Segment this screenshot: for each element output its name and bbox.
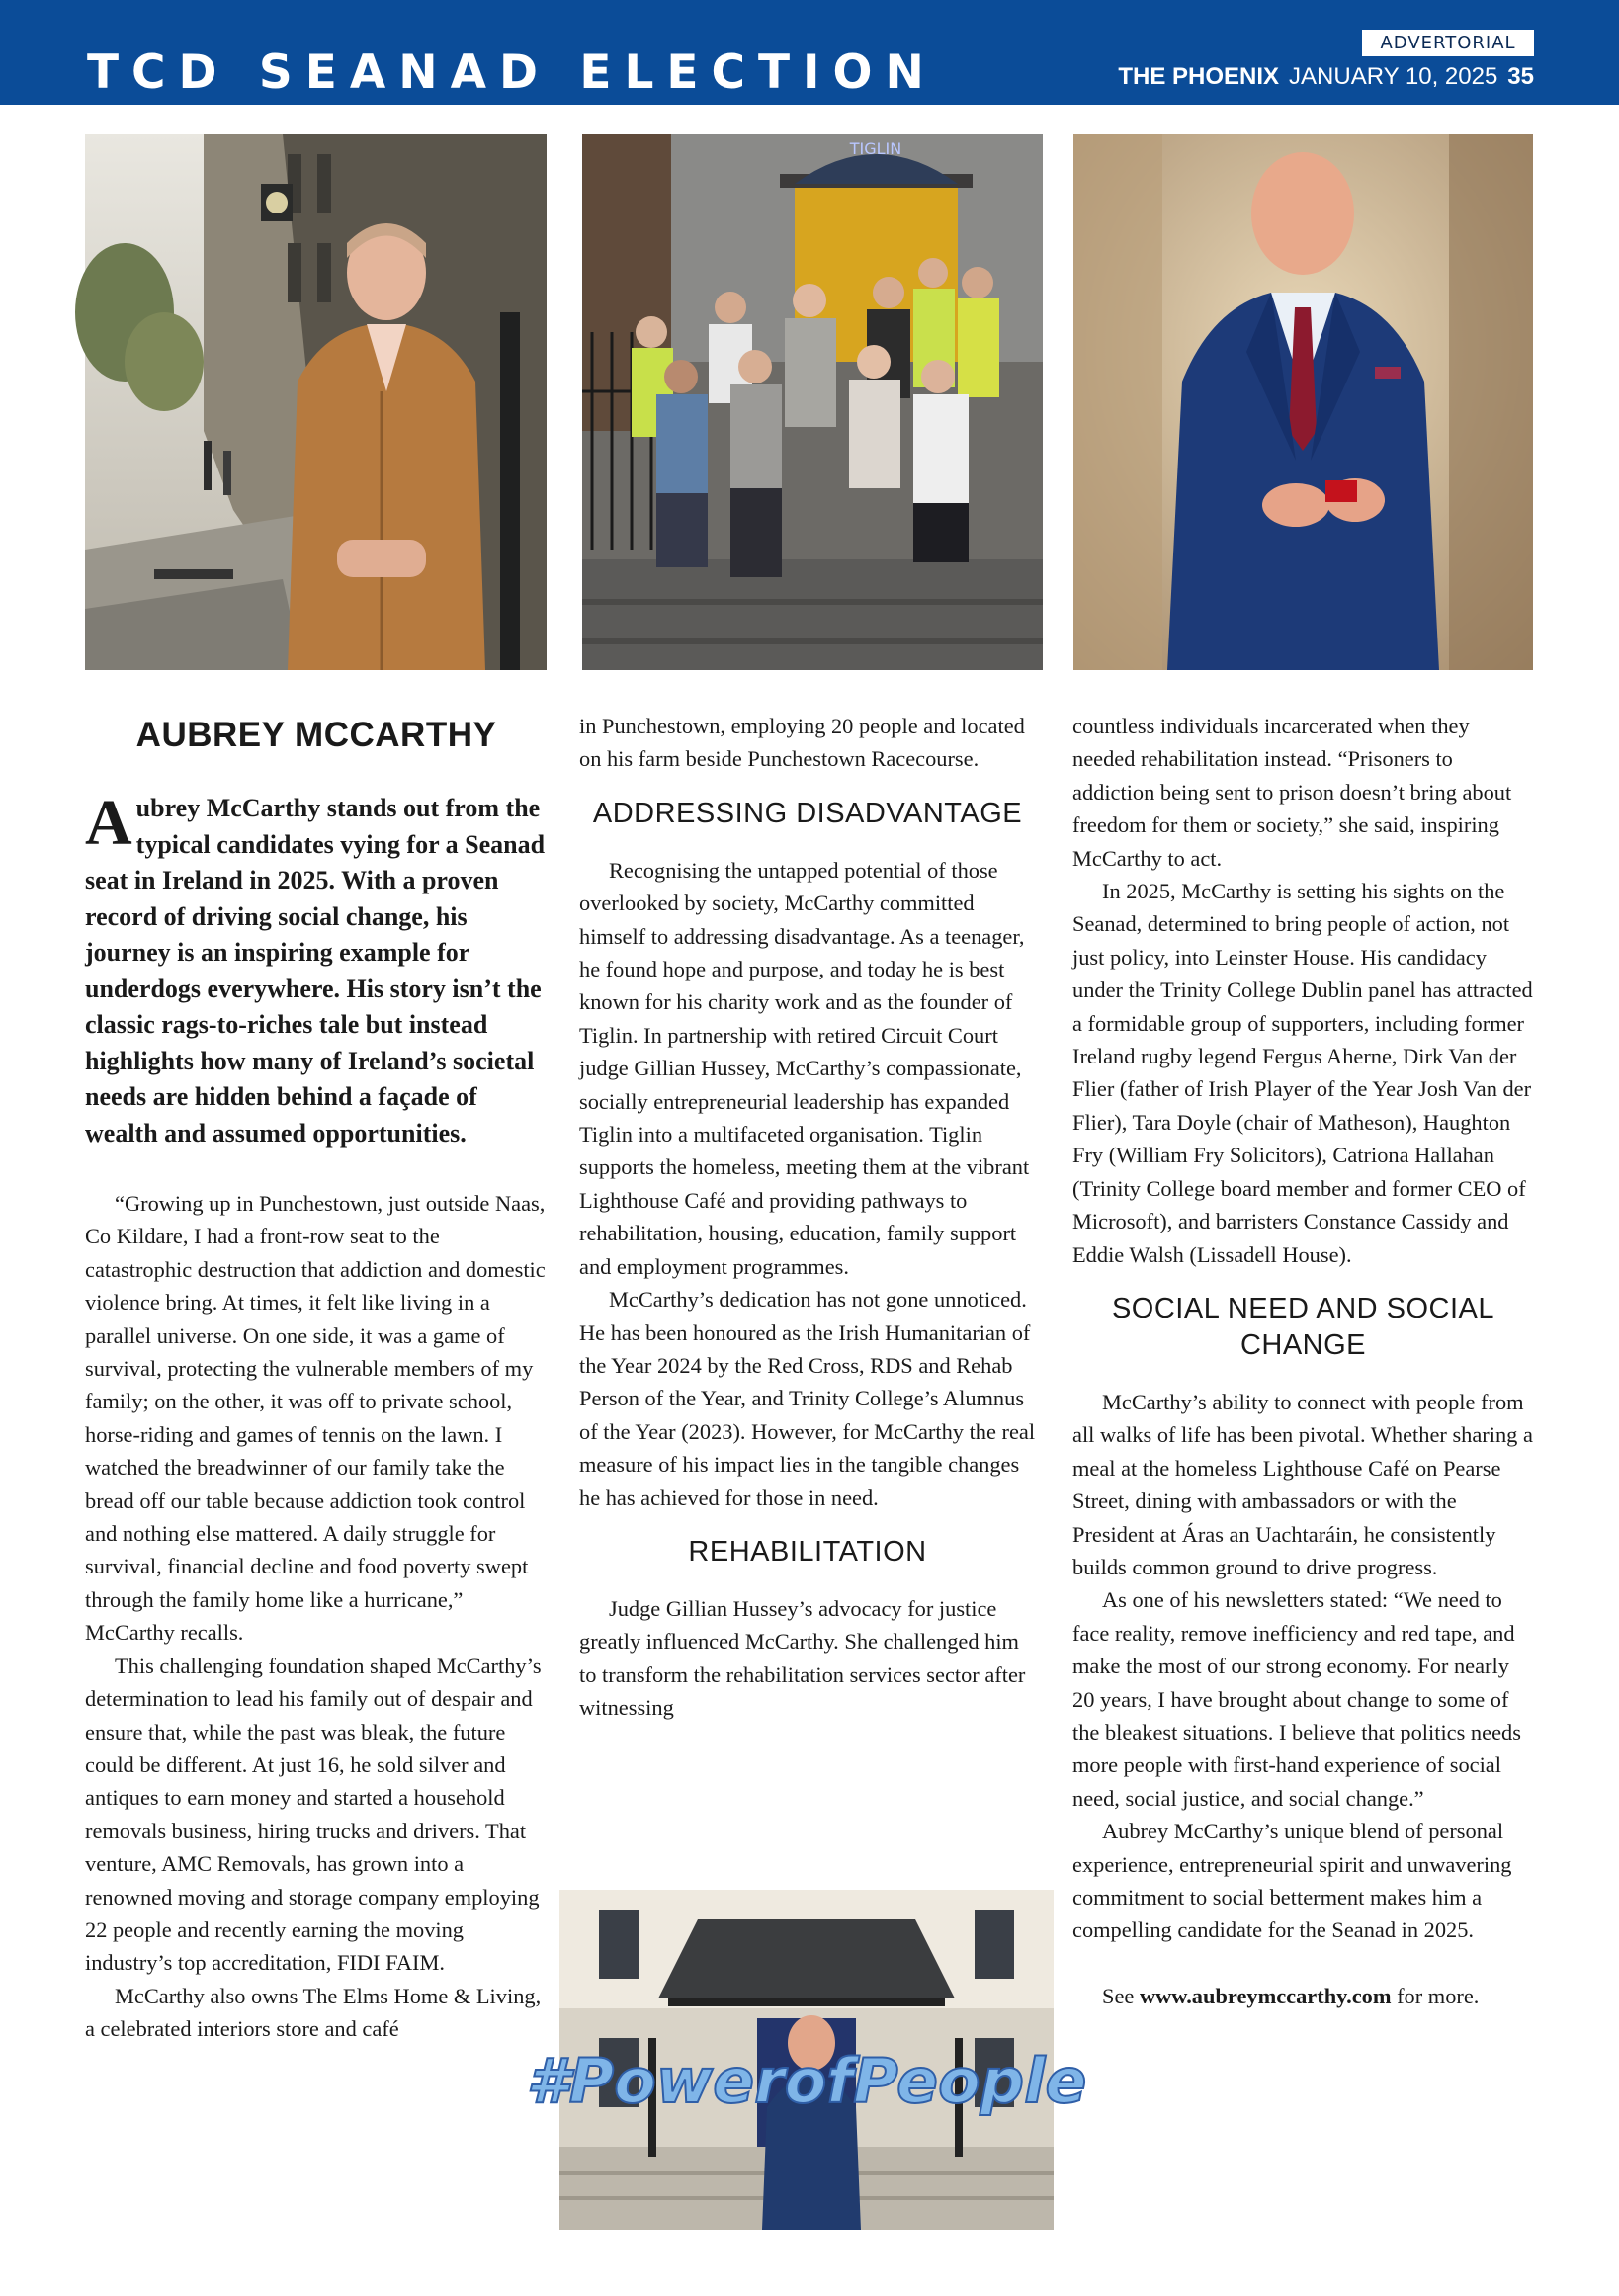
paragraph: Aubrey McCarthy’s unique blend of personal experience, entrepreneurial spirit and unwavering commitment to social betterment makes him a compelling candidate for the Seanad in 2025. [1072,1819,1512,1943]
see-suffix: for more. [1391,1983,1480,2008]
section-title: TCD SEANAD ELECTION [87,45,937,100]
photo-suit-portrait [1073,134,1533,670]
subhead-rehabilitation: REHABILITATION [688,1535,927,1568]
paragraph: in Punchestown, employing 20 people and located on his farm beside Punchestown Racecourse. [579,714,1025,772]
drop-cap: A [85,787,132,859]
paragraph: “Growing up in Punchestown, just outside Naas, Co Kildare, I had a front-row seat to the catastrophic destruction that addiction and domestic violence bring. At times, it felt like living in a parallel universe. On one side, it was a game of survival, protecting the vulnerable members of my family; on the other, it was off to private school, horse-riding and games of tennis on the lawn. I watched the breadwinner of our family take the bread off our table because addiction took control and nothing else mattered. A daily struggle for survival, financial decline and food poverty swept through the family home like a hurricane,” McCarthy recalls. [85,1191,546,1646]
article-title: AUBREY MCCARTHY [135,716,497,754]
paragraph: This challenging foundation shaped McCarthy’s determination to lead his family out of despair and ensure that, while the past was bleak, the future could be different. At just 16, he sold silver and antiques to earn money and started a household removals business, hiring trucks and drivers. That venture, AMC Removals, has grown into a renowned moving and storage company employing 22 people and recently earning the moving industry’s top accreditation, FIDI FAIM. [85,1653,542,1976]
paragraph: McCarthy’s ability to connect with people from all walks of life has been pivotal. Whether sharing a meal at the homeless Lighthouse Café on Pearse Street, dining with ambassadors or with the President at Áras an Uachtaráin, he consistently builds common ground to drive progress. [1072,1389,1533,1579]
standfirst [85,787,548,1151]
publication-name: THE PHOENIX [1118,63,1280,90]
paragraph: Judge Gillian Hussey’s advocacy for justice greatly influenced McCarthy. She challenged him to transform the rehabilitation services sector after witnessing [579,1595,1026,1721]
website-link[interactable]: www.aubreymccarthy.com [1139,1983,1392,2008]
page-number: 35 [1507,63,1534,90]
issue-date: JANUARY 10, 2025 [1289,63,1498,90]
subhead-addressing-disadvantage: ADDRESSING DISADVANTAGE [592,797,1023,829]
photo-power-of-people [526,1890,1087,2230]
photo-street-portrait [85,134,547,670]
paragraph: McCarthy also owns The Elms Home & Living, a celebrated interiors store and café [85,1983,542,2042]
advertorial-label: ADVERTORIAL [1362,30,1534,56]
power-of-people-banner: #PowerofPeople [526,2045,1087,2117]
article-column-1 [85,692,548,2046]
subhead-social-need: SOCIAL NEED AND SOCIAL CHANGE [1111,1292,1495,1361]
paragraph: In 2025, McCarthy is setting his sights on the Seanad, determined to bring people of action, not just policy, into Leinster House. His candidacy under the Trinity College Dublin panel has attracted a formidable group of supporters, including former Ireland rugby legend Fergus Aherne, Dirk Van der Flier (father of Irish Player of the Year Josh Van der Flier), Tara Doyle (chair of Matheson), Haughton Fry (William Fry Solicitors), Catriona Hallahan (Trinity College board member and former CEO of Microsoft), and barristers Constance Cassidy and Eddie Walsh (Lissadell House). [1072,879,1533,1267]
paragraph: As one of his newsletters stated: “We need to face reality, remove inefficiency and red tape, and make the most of our strong economy. For nearly 20 years, I have brought about change to some of the bleakest situations. I believe that politics needs more people with first-hand experience of social need, social justice, and social change.” [1072,1587,1521,1811]
see-prefix: See [1102,1983,1140,2008]
website-line [1072,1980,1534,2012]
header-banner [0,0,1619,105]
standfirst-text: ubrey McCarthy stands out from the typical candidates vying for a Seanad seat in Ireland in 2025. With a proven record of driving social change, his journey is an inspiring example for underdogs everywhere. His story isn’t the classic rags-to-riches tale but instead highlights how many of Ireland’s societal needs are hidden behind a façade of wealth and assumed opportunities. [85,794,546,1148]
tiglin-sign-text: TIGLIN [849,139,902,158]
photo-tiglin-group [582,134,1043,670]
paragraph: Recognising the untapped potential of those overlooked by society, McCarthy committed himself to addressing disadvantage. As a teenager, he found hope and purpose, and today he is best known for his charity work and as the founder of Tiglin. In partnership with retired Circuit Court judge Gillian Hussey, McCarthy’s compassionate, socially entrepreneurial leadership has expanded Tiglin into a multifaceted organisation. Tiglin supports the homeless, meeting them at the vibrant Lighthouse Café and providing pathways to rehabilitation, housing, education, family support and employment programmes. [579,857,1030,1279]
paragraph: McCarthy’s dedication has not gone unnoticed. He has been honoured as the Irish Humanitarian of the Year 2024 by the Red Cross, RDS and Rehab Person of the Year, and Trinity College’s Alumnus of the Year (2023). However, for McCarthy the real measure of his impact lies in the tangible changes he has achieved for those in need. [579,1287,1036,1510]
article-column-3 [1072,710,1534,2012]
paragraph: countless individuals incarcerated when they needed rehabilitation instead. “Prisoners to addiction being sent to prison doesn’t bring about freedom for them or society,” she said, inspiring McCarthy to act. [1072,714,1512,871]
masthead [1118,65,1534,89]
article-column-2 [579,710,1036,1725]
